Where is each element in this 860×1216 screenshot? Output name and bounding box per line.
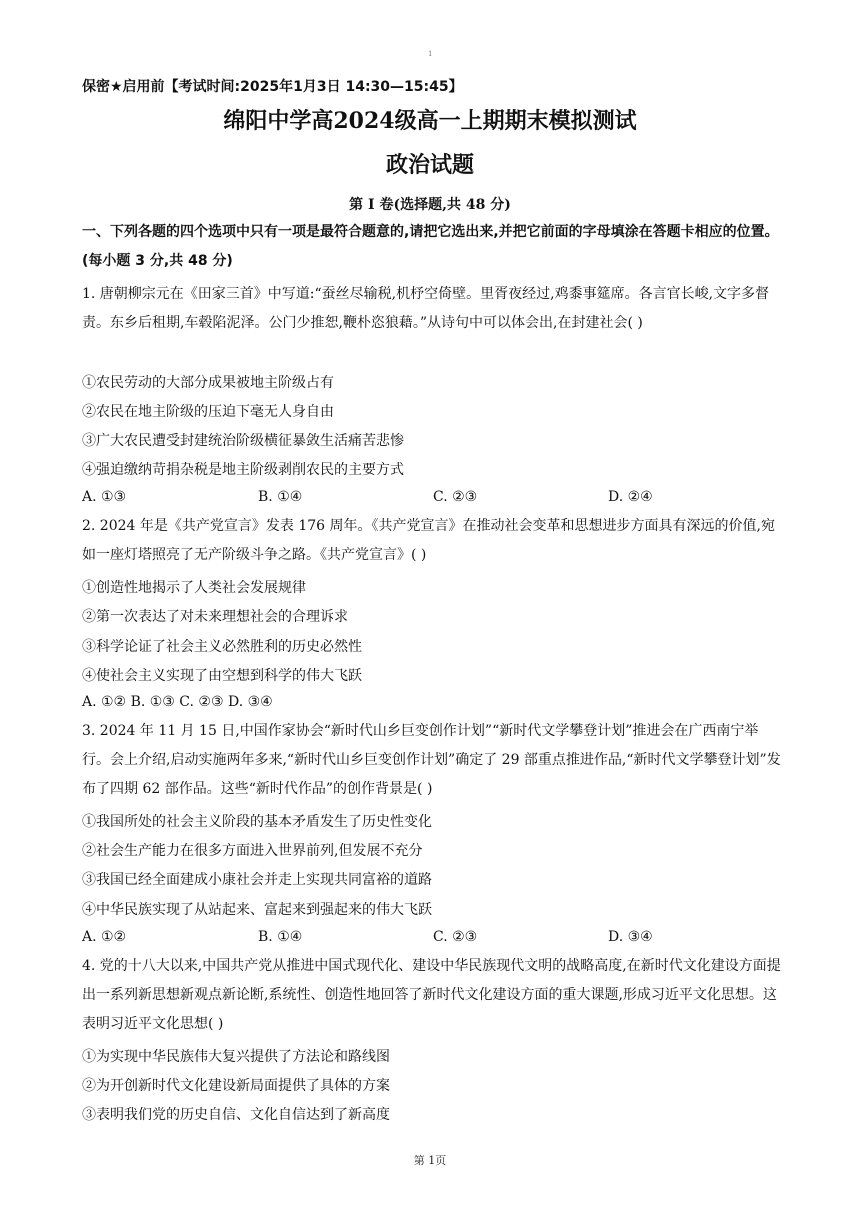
confidential-notice: 保密★启用前【考试时间:2025年1月3日 14:30—15:45】 — [82, 79, 463, 95]
question-3-option-d: D. ③④ — [608, 929, 653, 945]
question-2-options: A. ①② B. ①③ C. ②③ D. ③④ — [82, 694, 273, 710]
exam-title: 绵阳中学高2024级高一上期期末模拟测试 — [223, 108, 637, 134]
question-1-item-1: ①农民劳动的大部分成果被地主阶级占有 — [82, 375, 334, 391]
question-1-option-a: A. ①③ — [82, 489, 127, 505]
question-2-item-1: ①创造性地揭示了人类社会发展规律 — [82, 580, 306, 596]
question-3-option-b: B. ①④ — [258, 929, 303, 945]
question-3-option-a: A. ①② — [82, 929, 127, 945]
question-1-stem: 1. 唐朝柳宗元在《田家三首》中写道:“蚕丝尽输税,机杼空倚壁。里胥夜经过,鸡黍事筵席。各言官长峻,文字多督责。东乡后租期,车毂陷泥泽。公门少推恕,鞭朴恣狼藉。”从诗句中可以体会出,在封建社会( ) — [82, 286, 770, 331]
question-3-item-1: ①我国所处的社会主义阶段的基本矛盾发生了历史性变化 — [82, 814, 432, 830]
question-2-item-2: ②第一次表达了对未来理想社会的合理诉求 — [82, 609, 348, 625]
question-1-option-b: B. ①④ — [258, 489, 303, 505]
page-top-mark: 1 — [428, 50, 433, 58]
question-2-item-4: ④使社会主义实现了由空想到科学的伟大飞跃 — [82, 668, 362, 684]
question-1-item-4: ④强迫缴纳苛捐杂税是地主阶级剥削农民的主要方式 — [82, 462, 404, 478]
question-4-item-1: ①为实现中华民族伟大复兴提供了方法论和路线图 — [82, 1049, 390, 1065]
question-3-item-4: ④中华民族实现了从站起来、富起来到强起来的伟大飞跃 — [82, 902, 432, 918]
question-4-item-2: ②为开创新时代文化建设新局面提供了具体的方案 — [82, 1078, 390, 1094]
question-1-item-2: ②农民在地主阶级的压迫下毫无人身自由 — [82, 404, 334, 420]
question-2-stem: 2. 2024 年是《共产党宣言》发表 176 周年。《共产党宣言》在推动社会变革和思想进步方面具有深远的价值,宛如一座灯塔照亮了无产阶级斗争之路。《共产党宣言》( ) — [82, 518, 775, 563]
question-2-item-3: ③科学论证了社会主义必然胜利的历史必然性 — [82, 639, 362, 655]
question-1-option-c: C. ②③ — [433, 489, 478, 505]
page-number: 第 1页 — [413, 1154, 447, 1167]
section-heading: 第 I 卷(选择题,共 48 分) — [349, 197, 511, 213]
question-3-item-2: ②社会生产能力在很多方面进入世界前列,但发展不充分 — [82, 843, 423, 859]
question-3-option-c: C. ②③ — [433, 929, 478, 945]
question-4-item-3: ③表明我们党的历史自信、文化自信达到了新高度 — [82, 1107, 390, 1123]
subject-title: 政治试题 — [385, 152, 474, 178]
question-4-stem: 4. 党的十八大以来,中国共产党从推进中国式现代化、建设中华民族现代文明的战略高度,在新时代文化建设方面提出一系列新思想新观点新论断,系统性、创造性地回答了新时代文化建设方面的重大课题,形成习近平文化思想。这表明习近平文化思想( ) — [82, 958, 781, 1032]
question-3-item-3: ③我国已经全面建成小康社会并走上实现共同富裕的道路 — [82, 872, 432, 888]
question-1-item-3: ③广大农民遭受封建统治阶级横征暴敛生活痛苦悲惨 — [82, 433, 404, 449]
instruction-text: 一、下列各题的四个选项中只有一项是最符合题意的,请把它选出来,并把它前面的字母填涂在答题卡相应的位置。(每小题 3 分,共 48 分) — [82, 224, 779, 269]
question-3-stem: 3. 2024 年 11 月 15 日,中国作家协会“新时代山乡巨变创作计划”“新时代文学攀登计划”推进会在广西南宁举行。会上介绍,启动实施两年多来,“新时代山乡巨变创作计划”确定了 29 部重点推进作品,“新时代文学攀登计划”发布了四期 62 部作品。这些“新时代作品”的创作背景是( ) — [82, 723, 781, 797]
question-1-option-d: D. ②④ — [608, 489, 653, 505]
